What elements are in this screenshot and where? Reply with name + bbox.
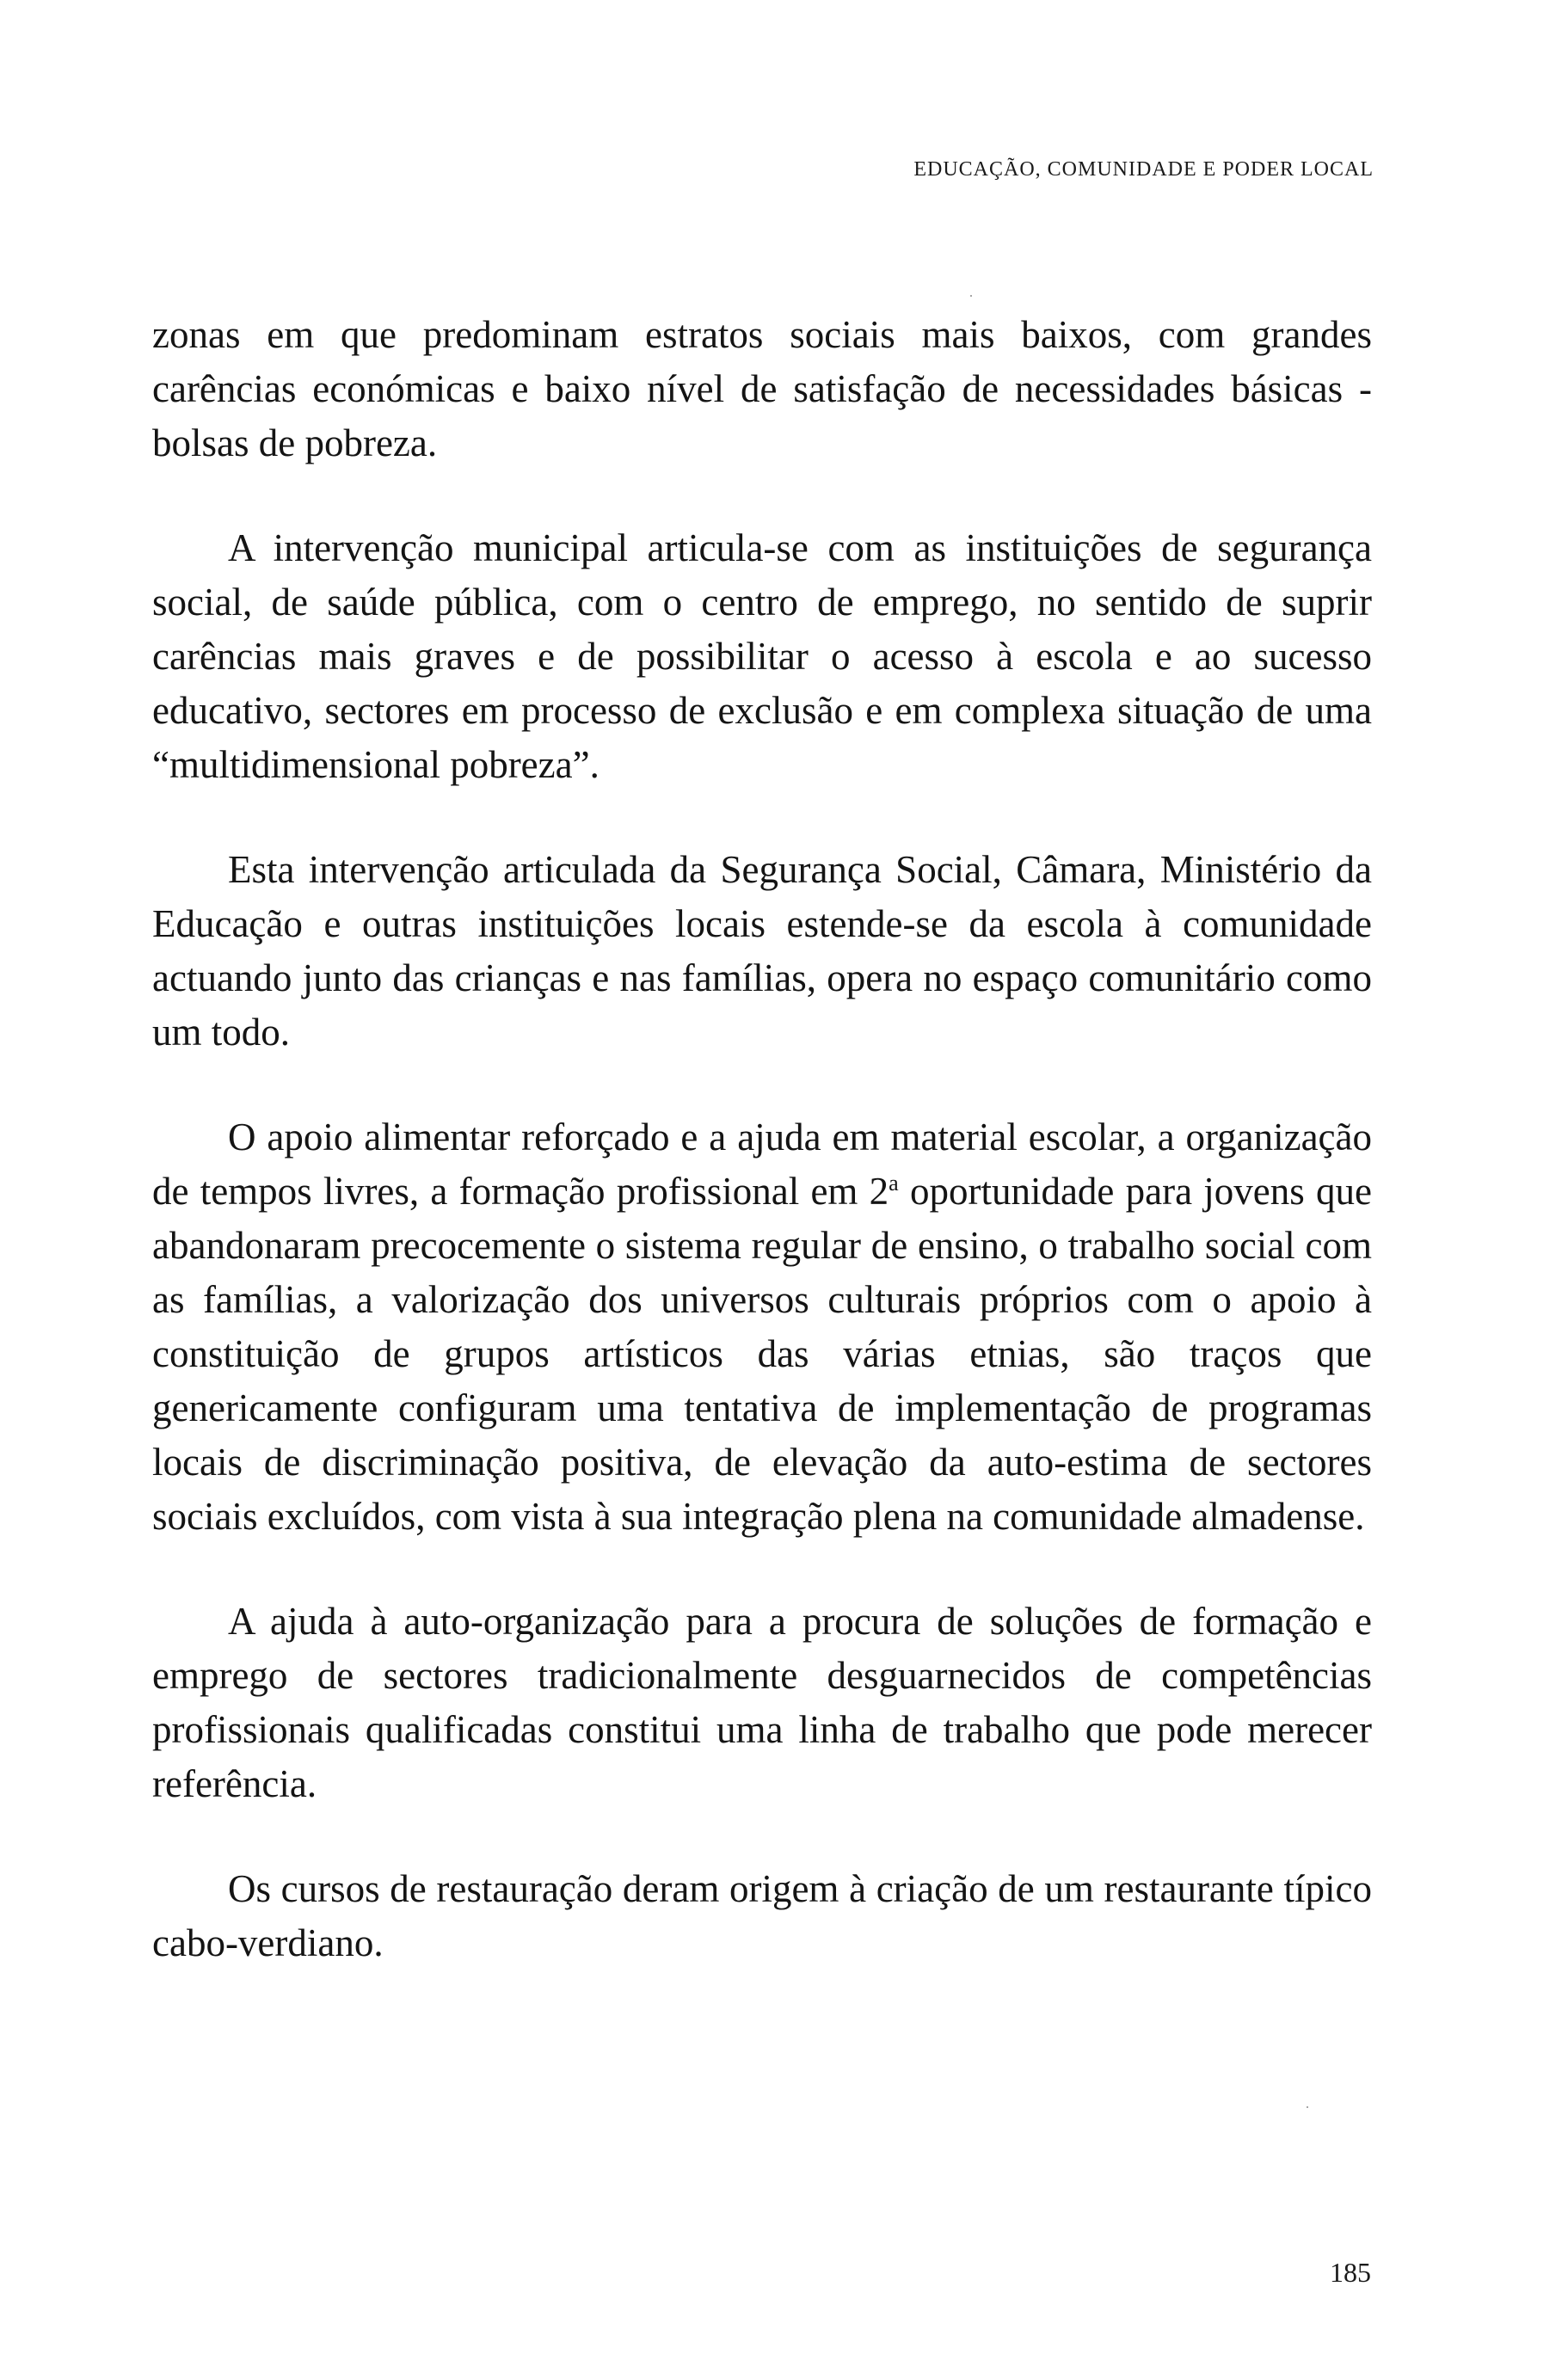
body-text xyxy=(152,308,1372,2021)
paragraph-3: Esta intervenção articulada da Segurança Social, Câmara, Ministério da Educação e outras instituições locais estende-se da escola à comunidade actuando junto das crianças e nas famílias, opera no espaço comunitário como um todo. xyxy=(152,848,1372,1054)
paragraph-4 xyxy=(152,1110,1372,1544)
running-head: EDUCAÇÃO, COMUNIDADE E PODER LOCAL xyxy=(913,158,1374,181)
paragraph-6: Os cursos de restauração deram origem à criação de um restaurante típico cabo-verdiano. xyxy=(152,1867,1372,1964)
paragraph-5: A ajuda à auto-organização para a procura de soluções de formação e emprego de sectores tradicionalmente desguarnecidos de competências profissionais qualificadas constitui uma linha de trabalho que pode merecer referência. xyxy=(152,1600,1372,1805)
paragraph-1: zonas em que predominam estratos sociais mais baixos, com grandes carências económicas e baixo nível de satisfação de necessidades básicas - bolsas de pobreza. xyxy=(152,313,1372,464)
scan-speck xyxy=(970,295,972,297)
ordinal-superscript: a xyxy=(889,1171,899,1195)
scan-speck xyxy=(1307,2106,1308,2108)
paragraph-2: A intervenção municipal articula-se com as instituições de segurança social, de saúde pública, com o centro de emprego, no sentido de suprir carências mais graves e de possibilitar o acesso à escola e ao sucesso educativo, sectores em processo de exclusão e em complexa situação de uma “multidimensional pobreza”. xyxy=(152,526,1372,786)
paragraph-4-text-a: O apoio alimentar reforçado e a ajuda em material escolar, a organização de tempos livres, a formação profissional em 2 xyxy=(152,1116,1372,1213)
paragraph-4-text-b: oportunidade para jovens que abandonaram precocemente o sistema regular de ensino, o trabalho social com as famílias, a valorização dos universos culturais próprios com o apoio à constituição de grupos artísticos das várias etnias, são traços que genericamente configuram uma tentativa de implementação de programas locais de discriminação positiva, de elevação da auto-estima de sectores sociais excluídos, com vista à sua integração plena na comunidade almadense. xyxy=(152,1170,1372,1538)
page-number: 185 xyxy=(1330,2257,1371,2288)
